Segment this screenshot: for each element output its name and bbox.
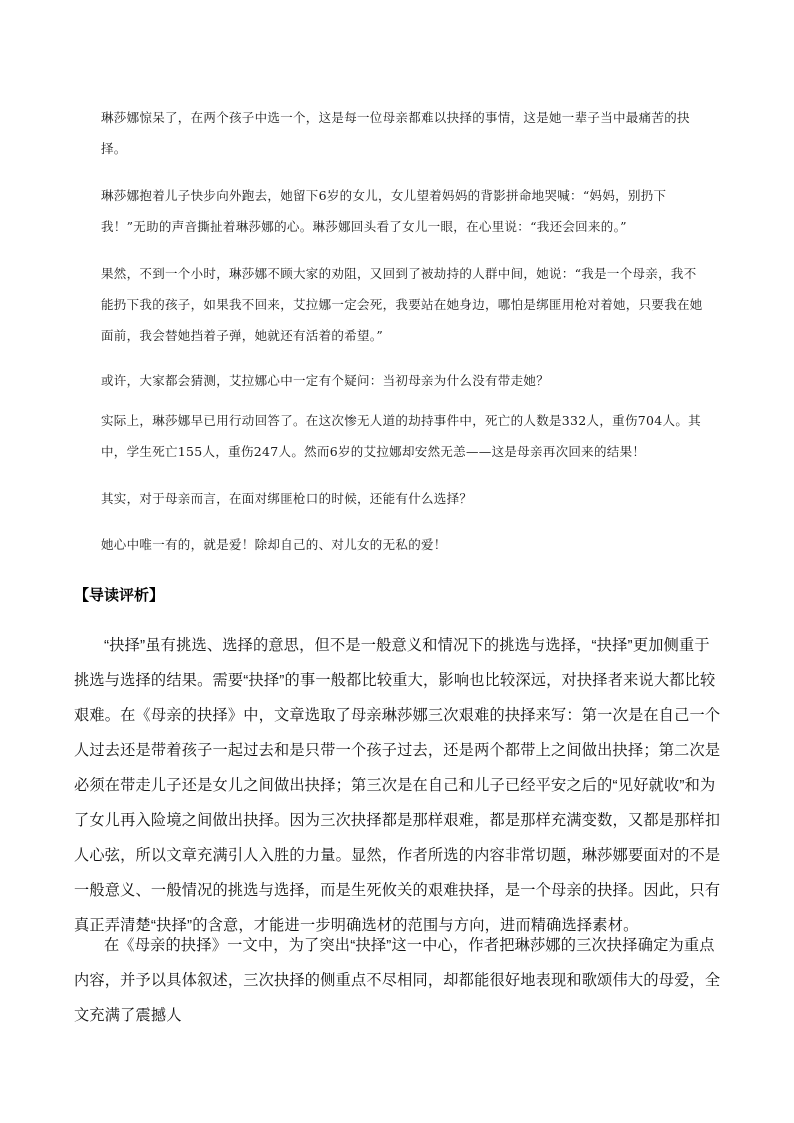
story-paragraph-3: 果然，不到一个小时，琳莎娜不顾大家的劝阻，又回到了被劫持的人群中间，她说：“我是一个母亲，我不能扔下我的孩子，如果我不回来，艾拉娜一定会死，我要站在她身边，哪怕是绑匪用枪对着她，只要我在她面前，我会替她挡着子弹，她就还有活着的希望。” [101, 266, 703, 343]
analysis-paragraph-1: “抉择”虽有挑选、选择的意思，但不是一般意义和情况下的挑选与选择，“抉择”更加侧重于挑选与选择的结果。需要“抉择”的事一般都比较重大，影响也比较深远，对抉择者来说大都比较艰难。在《母亲的抉择》中，文章选取了母亲琳莎娜三次艰难的抉择来写：第一次是在自己一个人过去还是带着孩子一起过去和是只带一个孩子过去，还是两个都带上之间做出抉择；第二次是必须在带走儿子还是女儿之间做出抉择；第三次是在自己和儿子已经平安之后的“见好就收”和为了女儿再入险境之间做出抉择。因为三次抉择都是那样艰难，都是那样充满变数，又都是那样扣人心弦，所以文章充满引人入胜的力量。显然，作者所选的内容非常切题，琳莎娜要面对的不是一般意义、一般情况的挑选与选择，而是生死攸关的艰难抉择，是一个母亲的抉择。因此，只有真正弄清楚“抉择”的含意，才能进一步明确选材的范围与方向，进而精确选择素材。 [74, 637, 721, 934]
section-heading: 【导读评析】 [74, 586, 165, 604]
story-paragraph-1: 琳莎娜惊呆了，在两个孩子中选一个，这是每一位母亲都难以抉择的事情，这是她一辈子当中最痛苦的抉择。 [101, 110, 690, 156]
analysis-paragraph-2: 在《母亲的抉择》一文中，为了突出“抉择”这一中心，作者把琳莎娜的三次抉择确定为重点内容，并予以具体叙述，三次抉择的侧重点不尽相同，却都能很好地表现和歌颂伟大的母爱，全文充满了震撼人 [74, 937, 721, 1024]
story-paragraph-6: 其实，对于母亲而言，在面对绑匪枪口的时候，还能有什么选择？ [101, 491, 473, 506]
story-paragraph-7: 她心中唯一有的，就是爱！除却自己的、对儿女的无私的爱！ [101, 537, 447, 552]
story-paragraph-2: 琳莎娜抱着儿子快步向外跑去，她留下6岁的女儿，女儿望着妈妈的背影拼命地哭喊：“妈妈，别扔下我！”无助的声音撕扯着琳莎娜的心。琳莎娜回头看了女儿一眼，在心里说：“我还会回来的。” [101, 188, 667, 234]
story-paragraph-4: 或许，大家都会猜测，艾拉娜心中一定有个疑问：当初母亲为什么没有带走她？ [101, 373, 550, 388]
story-paragraph-5: 实际上，琳莎娜早已用行动回答了。在这次惨无人道的劫持事件中，死亡的人数是332人，重伤704人。其中，学生死亡155人，重伤247人。然而6岁的艾拉娜却安然无恙——这是母亲再次回来的结果！ [101, 413, 701, 459]
